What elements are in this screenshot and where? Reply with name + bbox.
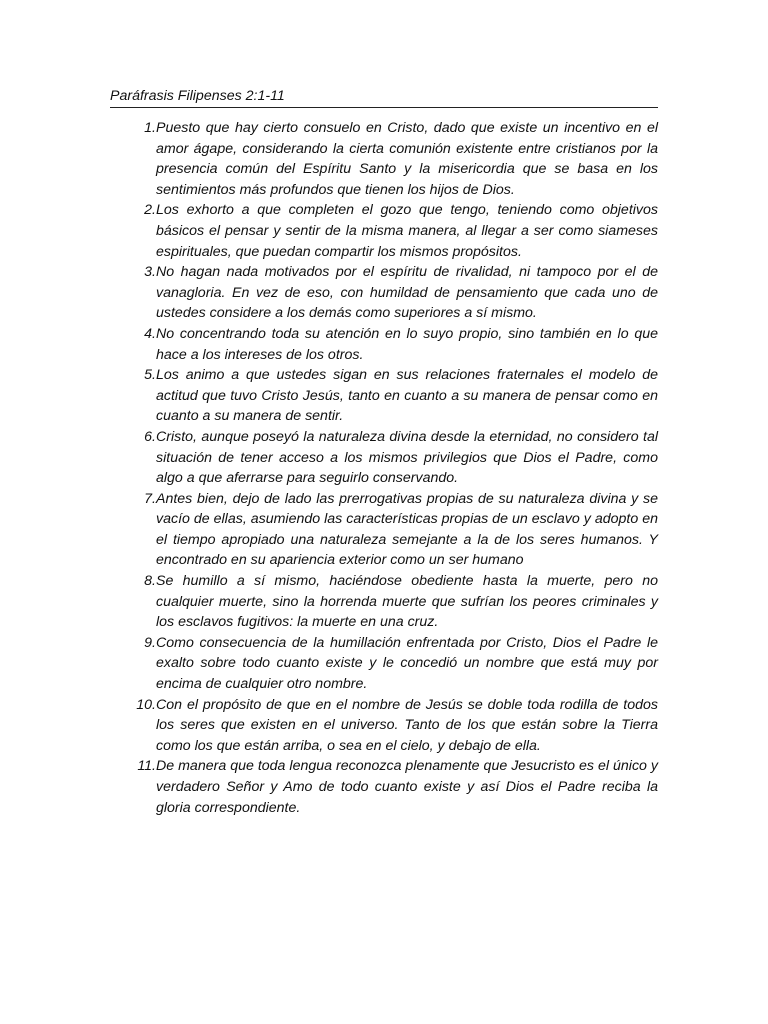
verse-text: Se humillo a sí mismo, haciéndose obediente hasta la muerte, pero no cualquier muerte, sino la horrenda muerte que sufrían los peores criminales y los esclavos fugitivos: la muerte en una cruz.	[156, 573, 658, 631]
verse-item	[110, 695, 658, 757]
verse-text: Los animo a que ustedes sigan en sus relaciones fraternales el modelo de actitud que tuvo Cristo Jesús, tanto en cuanto a su manera de pensar como en cuanto a su manera de sentir.	[156, 367, 658, 425]
verse-number: 2.	[144, 202, 156, 219]
verse-text: No concentrando toda su atención en lo suyo propio, sino también en lo que hace a los intereses de los otros.	[156, 325, 658, 363]
verse-text: Los exhorto a que completen el gozo que tengo, teniendo como objetivos básicos el pensar y sentir de la misma manera, al llegar a ser como siameses espirituales, que puedan compartir los mismos propósitos.	[156, 202, 658, 260]
verse-number: 5.	[144, 367, 156, 384]
verse-text: Puesto que hay cierto consuelo en Cristo, dado que existe un incentivo en el amor ágape, considerando la cierta comunión existente entre cristianos por la presencia común del Espíritu Santo y la misericordia que se basa en los sentimientos más profundos que tienen los hijos de Dios.	[156, 120, 658, 198]
verse-number: 8.	[144, 573, 156, 590]
verse-item	[110, 262, 658, 324]
verse-text: Antes bien, dejo de lado las prerrogativas propias de su naturaleza divina y se vacío de ellas, asumiendo las características propias de un esclavo y adopto en el tiempo apropiado una naturaleza semejante a la de los seres humanos. Y encontrado en su apariencia exterior como un ser humano	[156, 490, 658, 569]
verse-item	[110, 200, 658, 262]
verse-number: 11.	[137, 758, 156, 775]
verse-item	[110, 324, 658, 365]
verse-item	[110, 489, 658, 571]
verse-number: 3.	[144, 264, 156, 281]
verse-item	[110, 633, 658, 695]
verse-text: Cristo, aunque poseyó la naturaleza divina desde la eternidad, no considero tal situación de tener acceso a los mismos privilegios que Dios el Padre, como algo a que aferrarse para seguirlo conservando.	[156, 428, 658, 487]
verse-item	[110, 571, 658, 633]
verse-item	[110, 118, 658, 200]
verse-number: 7.	[144, 490, 156, 507]
verse-item	[110, 427, 658, 489]
verse-text: No hagan nada motivados por el espíritu de rivalidad, ni tampoco por el de vanagloria. En vez de eso, con humildad de pensamiento que cada uno de ustedes considere a los demás como superiores a sí mismo.	[156, 264, 658, 322]
verse-number: 9.	[144, 634, 156, 651]
document-title: Paráfrasis Filipenses 2:1-11	[110, 86, 658, 108]
verse-list	[110, 118, 658, 818]
verse-number: 4.	[144, 325, 156, 342]
verse-number: 1.	[144, 120, 156, 136]
verse-text: De manera que toda lengua reconozca plenamente que Jesucristo es el único y verdadero Señor y Amo de todo cuanto existe y así Dios el Padre reciba la gloria correspondiente.	[156, 758, 658, 816]
verse-number: 6.	[144, 428, 156, 445]
verse-number: 10.	[136, 696, 156, 713]
verse-item	[110, 365, 658, 427]
verse-text: Como consecuencia de la humillación enfrentada por Cristo, Dios el Padre le exalto sobre todo cuanto existe y le concedió un nombre que está muy por encima de cualquier otro nombre.	[156, 634, 658, 693]
verse-text: Con el propósito de que en el nombre de Jesús se doble toda rodilla de todos los seres que existen en el universo. Tanto de los que están sobre la Tierra como los que están arriba, o sea en el cielo, y debajo de ella.	[156, 696, 658, 754]
document-page	[110, 86, 658, 818]
verse-item	[110, 756, 658, 818]
